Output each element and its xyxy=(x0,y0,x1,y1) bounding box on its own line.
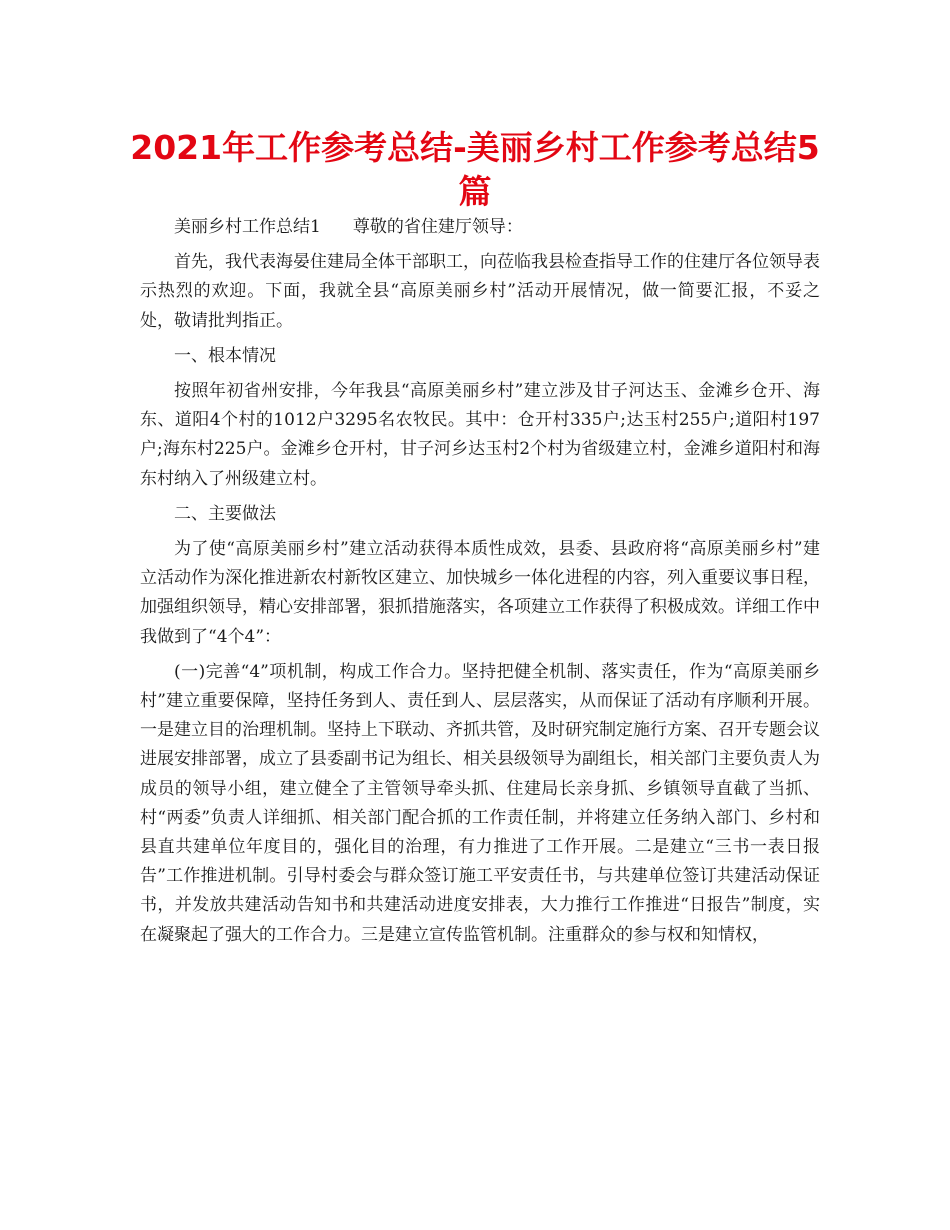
section-heading: 二、主要做法 xyxy=(174,503,276,524)
document-title: 2021年工作参考总结-美丽乡村工作参考总结5篇 xyxy=(130,128,820,211)
section-heading: 一、根本情况 xyxy=(174,345,276,366)
document-body xyxy=(140,213,820,950)
intro-line xyxy=(140,213,820,242)
intro-heading: 美丽乡村工作总结1 xyxy=(174,217,321,237)
paragraph: 为了使“高原美丽乡村”建立活动获得本质性成效，县委、县政府将“高原美丽乡村”建立活动作为深化推进新农村新牧区建立、加快城乡一体化进程的内容，列入重要议事日程，加强组织领导，精心安排部署，狠抓措施落实，各项建立工作获得了积极成效。详细工作中我做到了“4个4”： xyxy=(140,539,820,647)
salutation: 尊敬的省住建厅领导： xyxy=(352,217,523,237)
paragraph: 按照年初省州安排，今年我县“高原美丽乡村”建立涉及甘子河达玉、金滩乡仓开、海东、道阳4个村的1012户3295名农牧民。其中：仓开村335户;达玉村255户;道阳村197户;海东村225户。金滩乡仓开村，甘子河乡达玉村2个村为省级建立村，金滩乡道阳村和海东村纳入了州级建立村。 xyxy=(140,381,820,489)
paragraph: 首先，我代表海晏住建局全体干部职工，向莅临我县检查指导工作的住建厅各位领导表示热烈的欢迎。下面，我就全县“高原美丽乡村”活动开展情况，做一简要汇报，不妥之处，敬请批判指正。 xyxy=(140,252,820,331)
paragraph: (一)完善“4”项机制，构成工作合力。坚持把健全机制、落实责任，作为“高原美丽乡村”建立重要保障，坚持任务到人、责任到人、层层落实，从而保证了活动有序顺利开展。一是建立目的治理机制。坚持上下联动、齐抓共管，及时研究制定施行方案、召开专题会议进展安排部署，成立了县委副书记为组长、相关县级领导为副组长，相关部门主要负责人为成员的领导小组，建立健全了主管领导牵头抓、住建局长亲身抓、乡镇领导直截了当抓、村“两委”负责人详细抓、相关部门配合抓的工作责任制，并将建立任务纳入部门、乡村和县直共建单位年度目的，强化目的治理，有力推进了工作开展。二是建立“三书一表日报告”工作推进机制。引导村委会与群众签订施工平安责任书，与共建单位签订共建活动保证书，并发放共建活动告知书和共建活动进度安排表，大力推行工作推进“日报告”制度，实在凝聚起了强大的工作合力。三是建立宣传监管机制。注重群众的参与权和知情权， xyxy=(140,661,820,945)
